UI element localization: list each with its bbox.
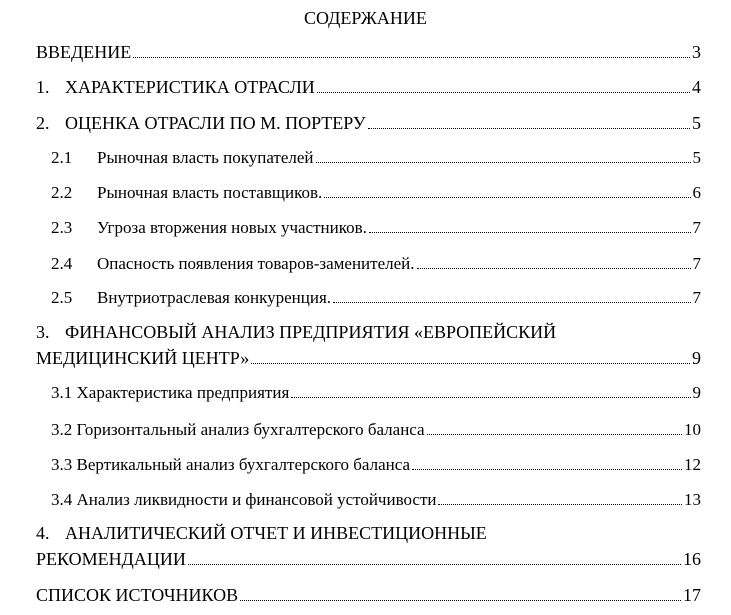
toc-entry-label-continued: РЕКОМЕНДАЦИИ [36,549,186,569]
toc-entry-label: ХАРАКТЕРИСТИКА ОТРАСЛИ [65,77,315,97]
toc-entry-label: 3.1 Характеристика предприятия [51,383,290,402]
toc-page-number: 9 [692,348,701,368]
toc-entry-section-3-4[interactable] [51,490,701,509]
toc-page-number: 7 [692,254,701,273]
toc-entry-label: 3.2 Горизонтальный анализ бухгалтерского баланса [51,420,425,439]
toc-entry-label: ОЦЕНКА ОТРАСЛИ ПО М. ПОРТЕРУ [65,113,366,133]
toc-entry-section-3-2[interactable] [51,420,701,439]
dot-leader [251,363,690,364]
dot-leader [427,434,682,435]
dot-leader [316,162,691,163]
toc-page-number: 4 [692,77,701,97]
dot-leader [333,302,690,303]
toc-entry-first-line [36,523,701,543]
toc-page-number: 5 [692,148,701,167]
toc-page-number: 9 [692,383,701,402]
toc-entry-label: АНАЛИТИЧЕСКИЙ ОТЧЕТ И ИНВЕСТИЦИОННЫЕ [65,523,487,543]
toc-entry-number: 2.3 [51,218,73,237]
dot-leader [324,197,690,198]
dot-leader [317,92,690,93]
dot-leader [368,128,690,129]
toc-entry-sources[interactable] [36,585,701,605]
toc-entry-number: 2.2 [51,183,73,202]
toc-entry-number: 2.4 [51,254,73,273]
toc-entry-number: 2.5 [51,288,73,307]
toc-entry-section-2-4[interactable] [51,254,701,273]
toc-entry-number: 4. [36,523,50,543]
toc-entry-label: ВВЕДЕНИЕ [36,42,132,62]
toc-entry-label: 3.3 Вертикальный анализ бухгалтерского баланса [51,455,411,474]
toc-entry-label: Опасность появления товаров-заменителей. [97,254,415,273]
dot-leader [240,600,681,601]
dot-leader [291,397,690,398]
dot-leader [438,504,682,505]
toc-page-number: 7 [692,288,701,307]
dot-leader [412,469,682,470]
toc-entry-label: СПИСОК ИСТОЧНИКОВ [36,585,239,605]
toc-entry-chapter-1[interactable] [36,77,701,97]
toc-entry-chapter-4[interactable] [36,523,701,569]
toc-entry-section-2-1[interactable] [51,148,701,167]
toc-entry-section-2-5[interactable] [51,288,701,307]
toc-entry-label: 3.4 Анализ ликвидности и финансовой устойчивости [51,490,437,509]
toc-entry-section-2-2[interactable] [51,183,701,202]
dot-leader [417,268,691,269]
toc-title: СОДЕРЖАНИЕ [304,8,427,28]
toc-entry-label: Рыночная власть покупателей [97,148,314,167]
toc-entry-label: Внутриотраслевая конкуренция. [97,288,332,307]
toc-page-number: 6 [692,183,701,202]
dot-leader [133,57,690,58]
toc-entry-number: 2. [36,113,50,133]
toc-entry-intro[interactable] [36,42,701,62]
toc-page-number: 12 [684,455,701,474]
toc-entry-last-line [36,549,701,569]
toc-entry-chapter-2[interactable] [36,113,701,133]
toc-entry-section-3-1[interactable] [51,383,701,402]
toc-page-number: 17 [683,585,701,605]
toc-page-number: 5 [692,113,701,133]
toc-entry-first-line [36,322,701,342]
toc-entry-label: Рыночная власть поставщиков. [97,183,323,202]
toc-entry-chapter-3[interactable] [36,322,701,368]
toc-page-number: 7 [692,218,701,237]
toc-entry-label-continued: МЕДИЦИНСКИЙ ЦЕНТР» [36,348,250,368]
toc-page-number: 16 [683,549,701,569]
toc-entry-number: 1. [36,77,50,97]
toc-page-number: 3 [692,42,701,62]
toc-entry-last-line [36,348,701,368]
toc-entry-label: Угроза вторжения новых участников. [97,218,367,237]
dot-leader [369,232,691,233]
toc-entry-section-2-3[interactable] [51,218,701,237]
toc-entry-label: ФИНАНСОВЫЙ АНАЛИЗ ПРЕДПРИЯТИЯ «ЕВРОПЕЙСКИЙ [65,322,557,342]
dot-leader [188,564,681,565]
toc-page-number: 13 [684,490,701,509]
toc-entry-number: 2.1 [51,148,73,167]
toc-entry-number: 3. [36,322,50,342]
toc-page-number: 10 [684,420,701,439]
toc-entry-section-3-3[interactable] [51,455,701,474]
